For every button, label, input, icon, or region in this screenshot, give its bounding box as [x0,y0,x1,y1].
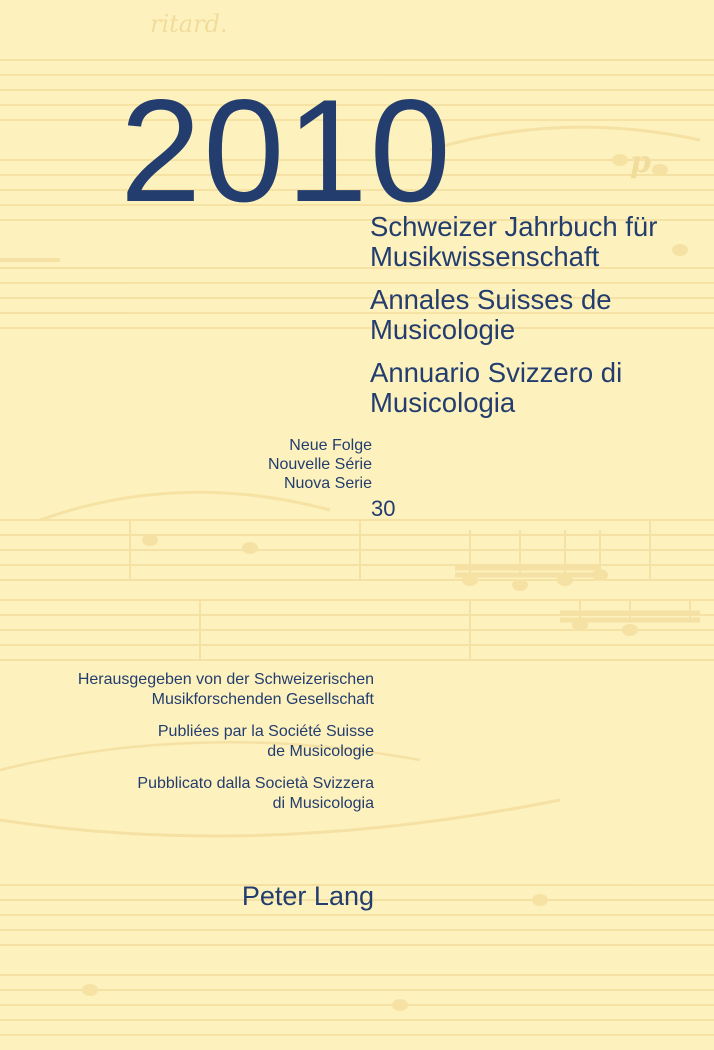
title-german-line-1: Schweizer Jahrbuch für [370,211,658,242]
series-italian: Nuova Serie [283,475,372,492]
publisher-note-italian-line-2: di Musicologia [272,795,374,812]
title-french [370,285,612,345]
staff-lines-5 [0,600,714,660]
publisher-note-french-line-1: Publiées par la Société Suisse [157,723,374,740]
title-italian-line-1: Annuario Svizzero di [370,357,623,388]
publisher-name: Peter Lang [241,881,374,911]
tempo-marking: ritard. [150,10,228,38]
volume-number: 30 [371,496,396,521]
publisher-note-italian [137,774,374,814]
title-german-line-2: Musikwissenschaft [370,241,600,272]
series-french: Nouvelle Série [267,456,372,473]
publisher-note-german-line-1: Herausgegeben von der Schweizerischen [77,671,374,688]
title-italian-line-2: Musicologia [370,387,516,418]
dynamic-marking: p [630,145,651,180]
publisher-note-german-line-2: Musikforschenden Gesellschaft [151,691,374,708]
title-french-line-1: Annales Suisses de [370,284,612,315]
publisher-note-italian-line-1: Pubblicato dalla Società Svizzera [137,775,374,792]
publisher-note-french-line-2: de Musicologie [267,743,374,760]
title-french-line-2: Musicologie [370,314,516,345]
series-german: Neue Folge [289,437,372,454]
staff-lines-7 [0,975,714,1035]
publisher-note-french [158,722,374,762]
title-german [370,212,657,272]
staff-lines-4 [0,520,714,580]
publisher-note-german [78,670,374,710]
year-heading: 2010 [120,69,453,232]
title-italian [370,358,622,418]
